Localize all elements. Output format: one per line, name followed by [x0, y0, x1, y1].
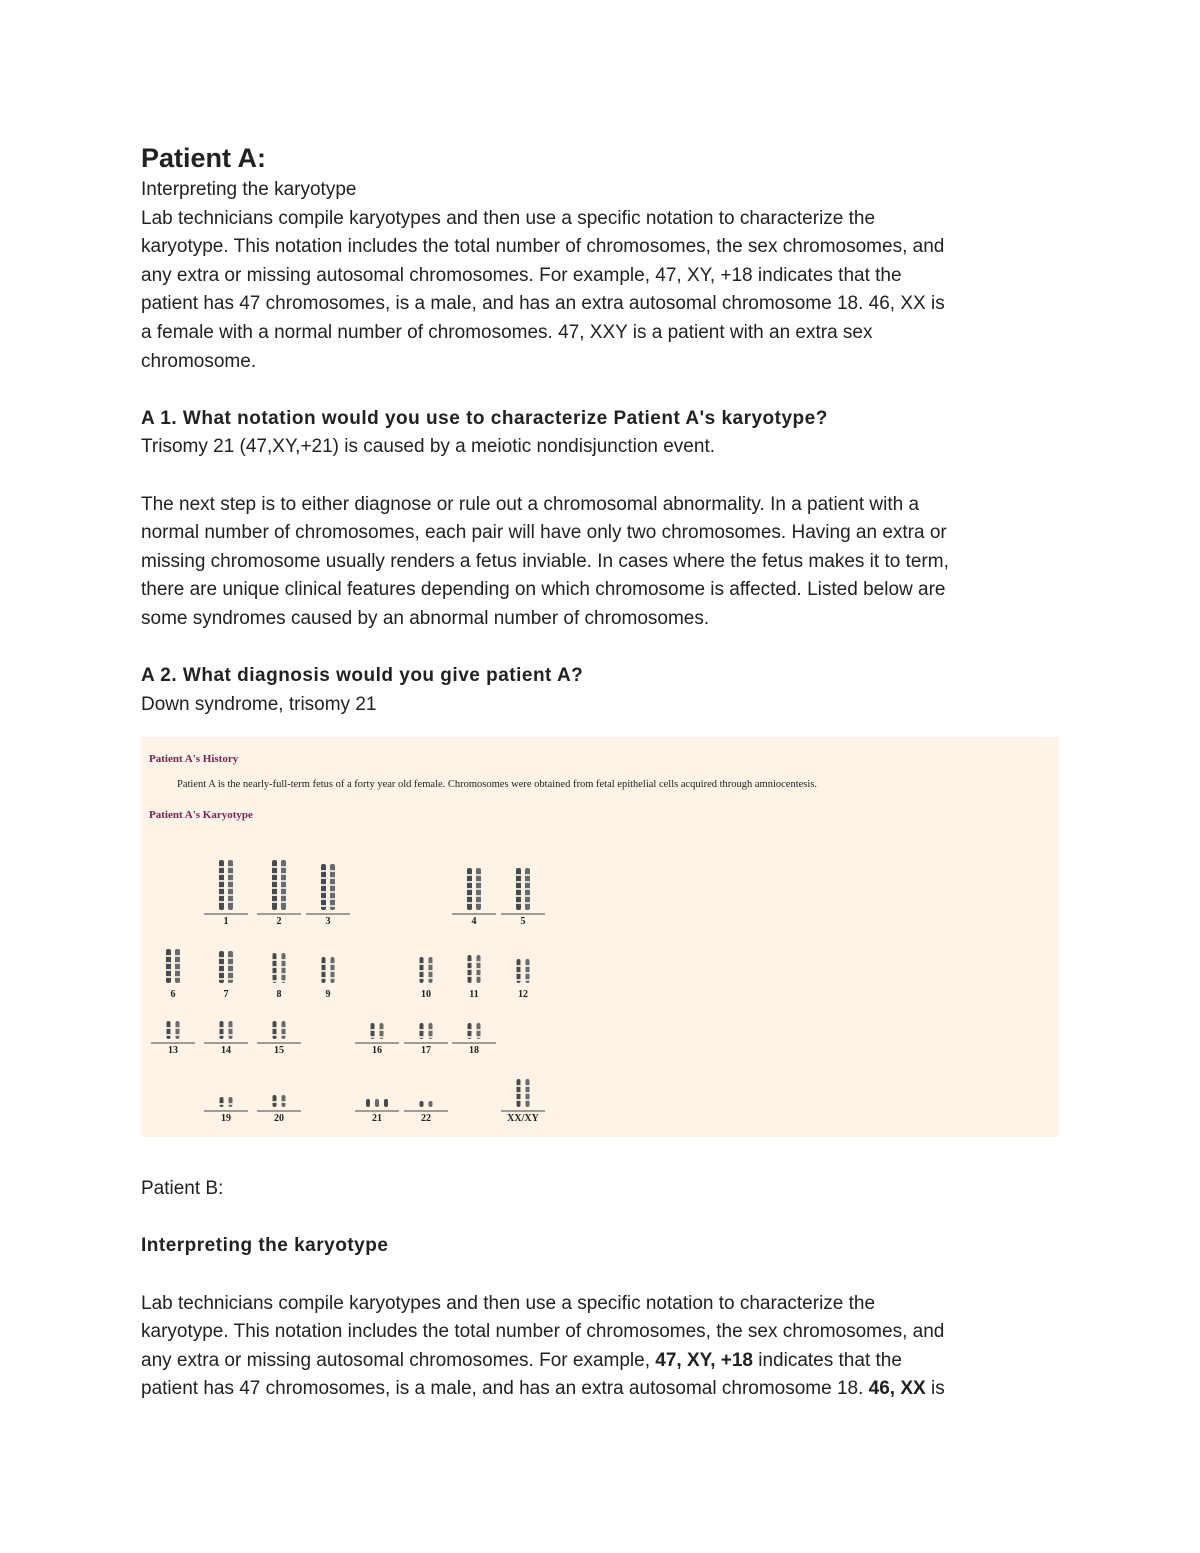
chromosome-label: 21	[372, 1113, 382, 1125]
chromosome-label: 14	[221, 1045, 231, 1057]
intro-line-3: any extra or missing autosomal chromosomes. For example, 47, XY, +18 indicates that the	[141, 264, 902, 286]
chromosome-pair-21	[355, 1099, 399, 1124]
chromosome	[375, 1099, 379, 1107]
chromosome-pair-1	[204, 860, 248, 927]
chromosome-band	[321, 898, 326, 900]
chromosome-band	[517, 972, 521, 974]
chromosome-label: 10	[421, 989, 431, 1001]
chromosome-label: XX/XY	[507, 1113, 539, 1125]
answer-a1: Trisomy 21 (47,XY,+21) is caused by a meiotic nondisjunction event.	[141, 436, 715, 458]
chromosome-label: 13	[168, 1045, 178, 1057]
chromosome-band	[467, 895, 472, 897]
chromosome-band	[525, 902, 530, 904]
chromosome-pair-22	[404, 1101, 448, 1124]
chromosome-band	[429, 1029, 433, 1031]
chromosome-band	[273, 973, 277, 975]
chromosome-pair-17	[404, 1023, 448, 1056]
chromosome-band	[273, 1034, 277, 1036]
chromosome-band	[282, 1101, 286, 1103]
chromosome-band	[467, 881, 472, 883]
chromosome-band	[228, 964, 233, 966]
intro-line-5: a female with a normal number of chromosomes. 47, XXY is a patient with an extra sex	[141, 321, 873, 343]
chromosome-band	[229, 1103, 233, 1105]
chromosome	[176, 1021, 180, 1039]
chromosome	[167, 1021, 171, 1039]
chromosome-band	[228, 880, 233, 882]
chromosome-band	[219, 964, 224, 966]
chromosome-band	[219, 971, 224, 973]
chromosome-band	[330, 898, 335, 900]
patient-a-title: Patient A:	[141, 143, 267, 173]
chromosome-band	[526, 965, 530, 967]
chromosome-band	[525, 874, 530, 876]
chromosome-band	[477, 975, 481, 977]
karyotype-chart	[141, 737, 1059, 1137]
chromosome-band	[321, 877, 326, 879]
chromosome-pair-11	[468, 955, 481, 1000]
chromosome	[220, 1021, 224, 1039]
spacer	[141, 634, 1066, 663]
next-step-line-5: some syndromes caused by an abnormal number of chromosomes.	[141, 607, 710, 629]
chromosome-band	[467, 874, 472, 876]
chromosome-band	[273, 1101, 277, 1103]
chromosome-band	[219, 957, 224, 959]
line-4-text: patient has 47 chromosomes, is a male, and has an extra autosomal chromosome 18.	[141, 1378, 869, 1400]
chromosome-band	[476, 895, 481, 897]
chromosome-label: 16	[372, 1045, 382, 1057]
line-4-text-end: is	[925, 1378, 945, 1400]
chromosome-band	[429, 977, 433, 979]
chromosome-band	[282, 959, 286, 961]
chromosome-band	[273, 1027, 277, 1029]
chromosome-band	[176, 1027, 180, 1029]
chromosome-pair-19	[204, 1097, 248, 1124]
chromosome-band	[273, 980, 277, 982]
chromosome-band	[380, 1036, 384, 1038]
chromosome-band	[467, 902, 472, 904]
chromosome-band	[468, 1036, 472, 1038]
chromosome-band	[517, 1092, 521, 1094]
chromosome-band	[517, 1085, 521, 1087]
chromosome-label: 9	[325, 989, 331, 1001]
intro-line-6: chromosome.	[141, 350, 257, 372]
chromosome-band	[331, 977, 335, 979]
chromosome-band	[516, 874, 521, 876]
chromosome-band	[175, 955, 180, 957]
chromosome-band	[526, 1092, 530, 1094]
chromosome-band	[281, 873, 286, 875]
chromosome	[220, 1097, 224, 1107]
patient-b-line-2: karyotype. This notation includes the total number of chromosomes, the sex chromosomes, and	[141, 1321, 945, 1343]
chromosome-band	[330, 877, 335, 879]
chromosome-band	[516, 895, 521, 897]
chromosome-label: 11	[469, 989, 479, 1001]
chromosome-band	[167, 1034, 171, 1036]
chromosome-band	[468, 968, 472, 970]
document-content	[141, 140, 1066, 1404]
chromosome-band	[220, 1103, 224, 1105]
karyotype-heading: Patient A's Karyotype	[149, 809, 253, 822]
chromosome	[229, 1097, 233, 1107]
chromosome-pair-15	[257, 1021, 301, 1056]
chromosome-band	[371, 1029, 375, 1031]
chromosome-label: 8	[276, 989, 282, 1001]
chromosome-band	[517, 965, 521, 967]
chromosome-band	[330, 884, 335, 886]
chromosome-pair-5	[501, 868, 545, 927]
chromosome-band	[219, 866, 224, 868]
chromosome-band	[219, 887, 224, 889]
spacer	[141, 1261, 1066, 1290]
chromosome-band	[429, 1036, 433, 1038]
chromosome-band	[420, 963, 424, 965]
chromosome-band	[525, 881, 530, 883]
chromosome-band	[219, 894, 224, 896]
chromosome-band	[526, 1099, 530, 1101]
chromosome-band	[526, 979, 530, 981]
chromosome-band	[272, 873, 277, 875]
chromosome-band	[331, 963, 335, 965]
chromosome-band	[525, 888, 530, 890]
chromosome-band	[228, 873, 233, 875]
chromosome-label: 3	[325, 916, 331, 928]
chromosome-band	[281, 866, 286, 868]
chromosome-label: 6	[170, 989, 176, 1001]
chromosome-label: 1	[223, 916, 229, 928]
chromosome-label: 20	[274, 1113, 284, 1125]
chromosome-band	[228, 978, 233, 980]
next-step-line-2: normal number of chromosomes, each pair will have only two chromosomes. Having an extra or	[141, 522, 947, 544]
chromosome-band	[228, 894, 233, 896]
chromosome-band	[272, 866, 277, 868]
chromosome-band	[272, 887, 277, 889]
chromosome-band	[272, 894, 277, 896]
chromosome-pair-14	[204, 1021, 248, 1056]
chromosome	[420, 1101, 424, 1107]
chromosome-band	[228, 957, 233, 959]
chromosome-band	[330, 905, 335, 907]
chromosome-pair-23	[501, 1079, 545, 1124]
chromosome-band	[282, 980, 286, 982]
chromosome-band	[477, 1036, 481, 1038]
chromosome-label: 18	[469, 1045, 479, 1057]
patient-b-line-3	[141, 1347, 1066, 1376]
question-a2: A 2. What diagnosis would you give patient A?	[141, 665, 584, 687]
chromosome-label: 22	[421, 1113, 431, 1125]
patient-a-subtitle: Interpreting the karyotype	[141, 179, 357, 200]
chromosome-band	[476, 902, 481, 904]
chromosome-band	[429, 970, 433, 972]
chromosome-pair-18	[452, 1023, 496, 1056]
chromosome-band	[476, 874, 481, 876]
history-text: Patient A is the nearly-full-term fetus of a forty year old female. Chromosomes were obtained from fetal epithelial cells acquired through amniocentesis.	[177, 779, 818, 791]
chromosome-band	[516, 888, 521, 890]
chromosome-band	[476, 888, 481, 890]
chromosome-label: 7	[223, 989, 229, 1001]
chromosome	[282, 1021, 286, 1039]
chromosome-band	[228, 901, 233, 903]
chromosome-band	[420, 1029, 424, 1031]
history-heading: Patient A's History	[149, 753, 239, 766]
chromosome-band	[322, 963, 326, 965]
chromosome-pair-16	[355, 1023, 399, 1056]
chromosome-band	[219, 978, 224, 980]
intro-line-1: Lab technicians compile karyotypes and then use a specific notation to characterize the	[141, 207, 876, 229]
chromosome	[384, 1099, 388, 1107]
patient-b-line-1: Lab technicians compile karyotypes and then use a specific notation to characterize the	[141, 1292, 876, 1314]
chromosome-band	[526, 1085, 530, 1087]
female-notation: 46, XX	[868, 1378, 926, 1400]
chromosome	[429, 1101, 433, 1107]
chromosome-band	[330, 891, 335, 893]
patient-b-title: Patient B:	[141, 1178, 224, 1200]
chromosome-band	[272, 901, 277, 903]
chromosome-band	[219, 880, 224, 882]
chromosome-band	[516, 902, 521, 904]
question-a1: A 1. What notation would you use to characterize Patient A's karyotype?	[141, 407, 828, 429]
chromosome-band	[281, 894, 286, 896]
chromosome-band	[477, 1029, 481, 1031]
chromosome	[366, 1099, 370, 1107]
chromosome-band	[525, 895, 530, 897]
chromosome-pair-6	[166, 949, 180, 1000]
chromosome-label: 4	[471, 916, 477, 928]
next-step-line-3: missing chromosome usually renders a fetus inviable. In cases where the fetus makes it to term,	[141, 550, 949, 572]
chromosome-band	[272, 880, 277, 882]
line-3-text: any extra or missing autosomal chromosomes. For example,	[141, 1349, 656, 1371]
chromosome-band	[282, 1027, 286, 1029]
chromosome-band	[526, 972, 530, 974]
chromosome-band	[175, 976, 180, 978]
chromosome-band	[477, 961, 481, 963]
chromosome-pair-10	[420, 957, 433, 1000]
chromosome-band	[166, 969, 171, 971]
chromosome-band	[166, 962, 171, 964]
chromosome-band	[175, 969, 180, 971]
chromosome-band	[228, 971, 233, 973]
chromosome-band	[468, 975, 472, 977]
chromosome-band	[429, 963, 433, 965]
line-3-text-end: indicates that the	[752, 1349, 902, 1371]
chromosome-band	[517, 979, 521, 981]
chromosome-band	[282, 973, 286, 975]
spacer	[141, 1204, 1066, 1233]
chromosome-pair-12	[517, 959, 530, 1000]
chromosome-pair-3	[306, 864, 350, 927]
chromosome-band	[282, 966, 286, 968]
chromosome-band	[517, 1099, 521, 1101]
chromosome-band	[220, 1034, 224, 1036]
chromosome-band	[175, 962, 180, 964]
spacer	[141, 462, 1066, 491]
chromosome-band	[516, 881, 521, 883]
chromosome-band	[321, 884, 326, 886]
chromosome-band	[229, 1027, 233, 1029]
chromosome-band	[468, 1029, 472, 1031]
chromosome-band	[371, 1036, 375, 1038]
chromosome-band	[273, 959, 277, 961]
chromosome-band	[228, 887, 233, 889]
chromosome-band	[219, 901, 224, 903]
chromosome-band	[322, 977, 326, 979]
chromosome-band	[477, 968, 481, 970]
chromosome-band	[331, 970, 335, 972]
chromosome-band	[380, 1029, 384, 1031]
chromosome-label: 15	[274, 1045, 284, 1057]
chromosome-band	[330, 870, 335, 872]
chromosome-pair-4	[452, 868, 496, 927]
chromosome	[273, 1021, 277, 1039]
chromosome	[229, 1021, 233, 1039]
chromosome-band	[420, 977, 424, 979]
chromosome-band	[282, 1034, 286, 1036]
karyotype-figure	[141, 737, 1059, 1137]
chromosome-band	[321, 905, 326, 907]
patient-b-line-4	[141, 1375, 1066, 1404]
chromosome-band	[281, 887, 286, 889]
chromosome-pair-20	[257, 1095, 301, 1124]
chromosome-band	[476, 881, 481, 883]
intro-line-2: karyotype. This notation includes the total number of chromosomes, the sex chromosomes, and	[141, 236, 945, 258]
chromosome-band	[176, 1034, 180, 1036]
chromosome-band	[420, 970, 424, 972]
answer-a2: Down syndrome, trisomy 21	[141, 693, 377, 715]
chromosome-pair-7	[219, 951, 233, 1000]
chromosome-band	[281, 901, 286, 903]
chromosome-pair-8	[273, 953, 286, 1000]
chromosome-band	[220, 1027, 224, 1029]
chromosome-band	[167, 1027, 171, 1029]
chromosome-pair-2	[257, 860, 301, 927]
chromosome-band	[273, 966, 277, 968]
chromosome-band	[467, 888, 472, 890]
chromosome-label: 2	[276, 916, 282, 928]
example-notation: 47, XY, +18	[655, 1349, 753, 1371]
chromosome-band	[321, 870, 326, 872]
patient-b-subtitle: Interpreting the karyotype	[141, 1235, 389, 1257]
next-step-line-4: there are unique clinical features depending on which chromosome is affected. Listed below are	[141, 579, 946, 601]
chromosome-pair-9	[322, 957, 335, 1000]
chromosome-band	[228, 866, 233, 868]
chromosome-band	[219, 873, 224, 875]
chromosome-band	[321, 891, 326, 893]
chromosome-pair-13	[151, 1021, 195, 1056]
chromosome-band	[166, 976, 171, 978]
chromosome-label: 19	[221, 1113, 231, 1125]
chromosome-band	[420, 1036, 424, 1038]
chromosome-band	[281, 880, 286, 882]
chromosome-band	[229, 1034, 233, 1036]
chromosome-band	[468, 961, 472, 963]
chromosome-band	[322, 970, 326, 972]
chromosome-label: 12	[518, 989, 528, 1001]
intro-line-4: patient has 47 chromosomes, is a male, and has an extra autosomal chromosome 18. 46, XX is	[141, 293, 945, 315]
chromosome-label: 5	[520, 916, 526, 928]
chromosome-band	[166, 955, 171, 957]
chromosome-label: 17	[421, 1045, 431, 1057]
spacer	[141, 376, 1066, 405]
next-step-line-1: The next step is to either diagnose or rule out a chromosomal abnormality. In a patient with a	[141, 493, 920, 515]
